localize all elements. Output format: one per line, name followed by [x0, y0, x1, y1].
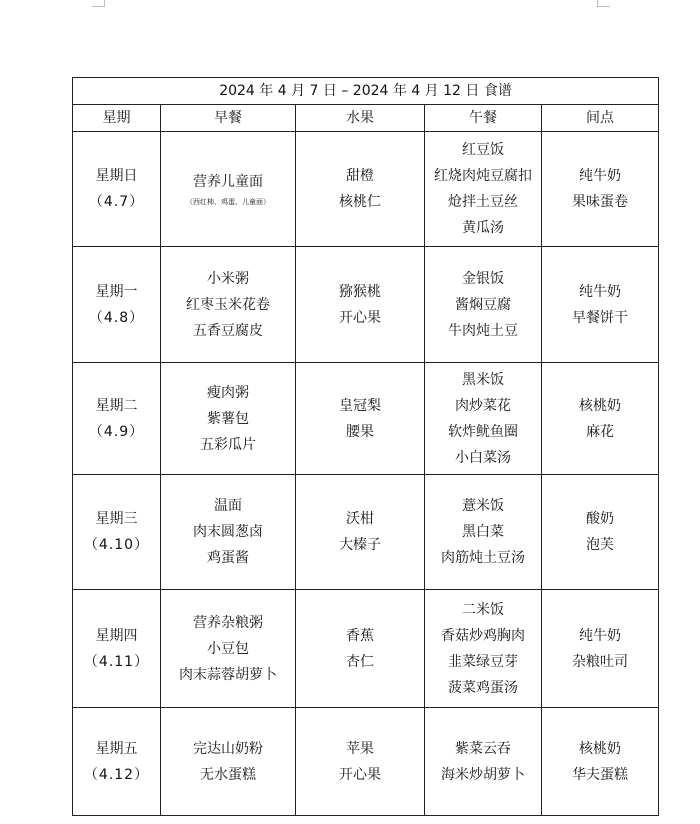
- menu-item: 香菇炒鸡胸肉: [441, 627, 525, 644]
- menu-item: 红豆饭: [462, 142, 504, 158]
- day-cell: [73, 132, 161, 247]
- menu-item: 薏米饭: [462, 498, 504, 514]
- day-name: 星期二: [95, 397, 138, 414]
- header-weekday: 星期: [73, 105, 161, 132]
- breakfast-cell: [161, 132, 296, 247]
- day-name: 星期五: [95, 740, 138, 757]
- menu-item: 肉末蒜蓉胡萝卜: [179, 666, 277, 683]
- menu-item: 炝拌土豆丝: [448, 194, 518, 210]
- table-row: [73, 363, 659, 475]
- menu-item: 腰果: [346, 423, 374, 440]
- menu-item: 紫薯包: [207, 410, 249, 427]
- fruit-cell: [296, 132, 425, 247]
- menu-item: 猕猴桃: [339, 283, 381, 300]
- weekly-menu-table: [72, 77, 659, 816]
- table-row: [73, 708, 659, 816]
- day-date: （4.11）: [83, 653, 150, 670]
- table-row: [73, 475, 659, 590]
- day-date: （4.10）: [83, 537, 150, 553]
- menu-item: 小豆包: [207, 640, 249, 657]
- header-snack: 间点: [542, 105, 659, 132]
- menu-item: 黑白菜: [462, 524, 504, 540]
- menu-item: 红烧肉炖豆腐扣: [434, 168, 532, 184]
- menu-item: 营养杂粮粥: [193, 614, 263, 631]
- menu-item: 五香豆腐皮: [193, 322, 263, 339]
- day-name: 星期三: [95, 511, 138, 527]
- day-cell: [73, 708, 161, 816]
- day-name: 星期四: [95, 627, 138, 644]
- snack-cell: [542, 475, 659, 590]
- menu-item: 肉筋炖土豆汤: [441, 550, 525, 566]
- menu-item: 核桃奶: [579, 740, 622, 757]
- menu-item: 甜橙: [346, 168, 374, 184]
- menu-item: 杂粮吐司: [572, 653, 629, 670]
- menu-item: 小白菜汤: [455, 449, 511, 466]
- lunch-cell: [425, 132, 542, 247]
- menu-item: 皇冠梨: [339, 397, 381, 414]
- menu-item: 酱焖豆腐: [455, 296, 511, 313]
- table-row: [73, 247, 659, 363]
- menu-item: 沃柑: [346, 511, 374, 527]
- day-name: 星期一: [95, 283, 138, 300]
- table-header-row: [73, 105, 659, 132]
- lunch-cell: [425, 363, 542, 475]
- fruit-cell: [296, 590, 425, 708]
- fruit-cell: [296, 247, 425, 363]
- snack-cell: [542, 363, 659, 475]
- menu-item: 酸奶: [586, 511, 615, 527]
- day-date: （4.7）: [88, 194, 145, 210]
- menu-item: 核桃奶: [579, 397, 622, 414]
- lunch-cell: [425, 475, 542, 590]
- menu-item: 麻花: [586, 423, 615, 440]
- menu-item: 开心果: [339, 309, 381, 326]
- menu-item: 软炸鱿鱼圈: [448, 423, 518, 440]
- menu-item: 红枣玉米花卷: [186, 296, 270, 313]
- menu-item: 无水蛋糕: [200, 766, 256, 783]
- menu-item: 海米炒胡萝卜: [441, 766, 525, 783]
- breakfast-note: （西红柿、鸡蛋、儿童面）: [186, 198, 270, 206]
- menu-item: 五彩瓜片: [200, 436, 256, 453]
- breakfast-cell: [161, 475, 296, 590]
- menu-item: 开心果: [339, 766, 381, 783]
- menu-item: 韭菜绿豆芽: [448, 653, 518, 670]
- menu-item: 温面: [214, 498, 242, 514]
- menu-item: 完达山奶粉: [193, 740, 263, 757]
- fruit-cell: [296, 708, 425, 816]
- day-date: （4.9）: [88, 423, 145, 440]
- menu-item: 牛肉炖土豆: [448, 322, 518, 339]
- menu-item: 大榛子: [339, 537, 381, 553]
- snack-cell: [542, 132, 659, 247]
- menu-item: 肉炒菜花: [455, 397, 511, 414]
- header-breakfast: 早餐: [161, 105, 296, 132]
- lunch-cell: [425, 590, 542, 708]
- lunch-cell: [425, 708, 542, 816]
- day-date: （4.8）: [88, 309, 145, 326]
- header-lunch: 午餐: [425, 105, 542, 132]
- menu-item: 营养儿童面: [193, 174, 263, 190]
- day-cell: [73, 475, 161, 590]
- day-name: 星期日: [95, 168, 138, 184]
- menu-item: 菠菜鸡蛋汤: [448, 679, 518, 696]
- page-corner-mark-right: [597, 0, 610, 7]
- page-corner-mark-left: [92, 0, 105, 7]
- menu-item: 早餐饼干: [572, 309, 629, 326]
- fruit-cell: [296, 363, 425, 475]
- snack-cell: [542, 590, 659, 708]
- menu-item: 紫菜云吞: [455, 740, 511, 757]
- fruit-cell: [296, 475, 425, 590]
- snack-cell: [542, 247, 659, 363]
- menu-item: 黄瓜汤: [462, 220, 504, 236]
- day-date: （4.12）: [83, 766, 150, 783]
- menu-item: 肉末圆葱卤: [193, 524, 263, 540]
- table-title-row: [73, 78, 659, 105]
- menu-item: 苹果: [346, 740, 374, 757]
- menu-item: 鸡蛋酱: [207, 550, 249, 566]
- menu-item: 泡芙: [586, 537, 615, 553]
- menu-item: 杏仁: [346, 653, 374, 670]
- header-fruit: 水果: [296, 105, 425, 132]
- breakfast-cell: [161, 247, 296, 363]
- day-cell: [73, 363, 161, 475]
- menu-item: 金银饭: [462, 270, 504, 287]
- breakfast-cell: [161, 590, 296, 708]
- menu-item: 华夫蛋糕: [572, 766, 629, 783]
- breakfast-cell: [161, 708, 296, 816]
- menu-item: 核桃仁: [339, 194, 381, 210]
- snack-cell: [542, 708, 659, 816]
- menu-item: 黑米饭: [462, 371, 504, 388]
- day-cell: [73, 247, 161, 363]
- menu-item: 二米饭: [462, 601, 504, 618]
- breakfast-cell: [161, 363, 296, 475]
- menu-item: 香蕉: [346, 627, 374, 644]
- menu-item: 果味蛋卷: [572, 194, 629, 210]
- menu-title: 2024 年 4 月 7 日 – 2024 年 4 月 12 日 食谱: [73, 78, 659, 105]
- menu-item: 小米粥: [207, 270, 249, 287]
- menu-item: 纯牛奶: [579, 168, 622, 184]
- menu-item: 纯牛奶: [579, 627, 622, 644]
- table-row: [73, 590, 659, 708]
- menu-item: 瘦肉粥: [207, 384, 249, 401]
- table-row: [73, 132, 659, 247]
- menu-item: 纯牛奶: [579, 283, 622, 300]
- day-cell: [73, 590, 161, 708]
- lunch-cell: [425, 247, 542, 363]
